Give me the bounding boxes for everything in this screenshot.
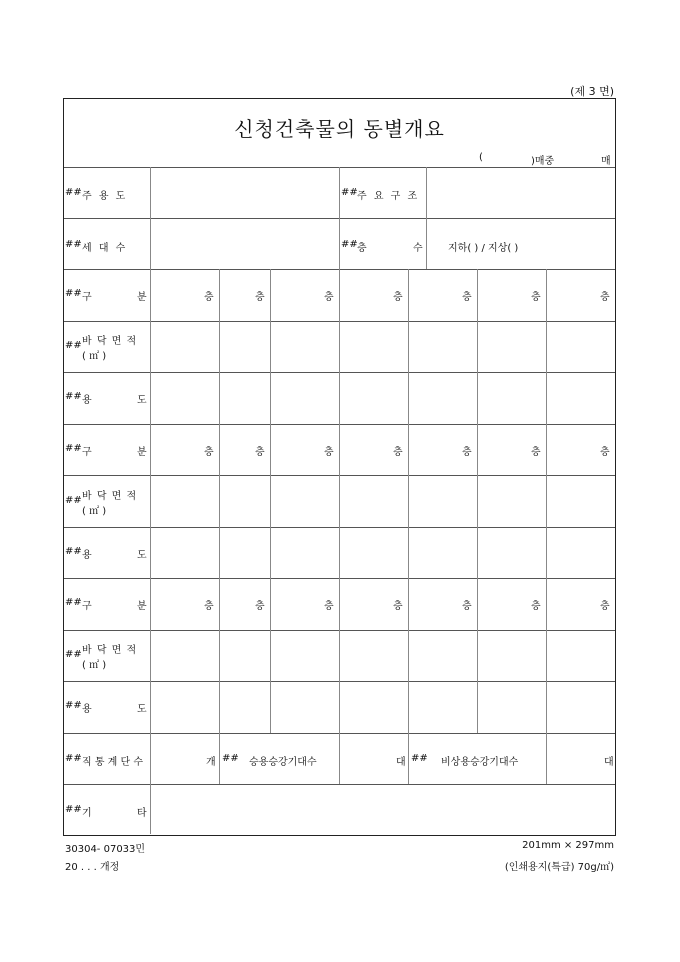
floor-cell[interactable]: 층	[393, 601, 403, 612]
column-divider	[546, 269, 547, 733]
paper-size: 201mm × 297mm	[522, 840, 614, 851]
floor-cell[interactable]: 층	[204, 292, 214, 303]
marker: ##	[411, 753, 428, 764]
column-divider	[339, 269, 340, 733]
floor-cell[interactable]: 층	[531, 601, 541, 612]
marker: ##	[65, 391, 82, 402]
column-divider	[426, 167, 427, 269]
marker: ##	[65, 753, 82, 764]
marker: ##	[65, 187, 82, 198]
column-divider	[339, 167, 340, 269]
main-structure-label: 주 요 구 조	[357, 191, 420, 202]
copies-open: (	[479, 152, 483, 163]
column-divider	[219, 269, 220, 733]
floor-cell[interactable]: 층	[531, 292, 541, 303]
copies-unit: 매	[601, 156, 611, 167]
paper-type: (인쇄용지(특급) 70g/㎡)	[504, 862, 614, 873]
use-label-end: 도	[137, 395, 147, 406]
column-divider	[546, 733, 547, 784]
use-label: 용	[82, 704, 92, 715]
floor-cell[interactable]: 층	[600, 447, 610, 458]
floor-cell[interactable]: 층	[393, 447, 403, 458]
category-label: 구	[82, 601, 92, 612]
column-divider	[408, 269, 409, 733]
marker: ##	[65, 443, 82, 454]
floor-cell[interactable]: 층	[393, 292, 403, 303]
marker: ##	[65, 546, 82, 557]
floor-cell[interactable]: 층	[531, 447, 541, 458]
passenger-elevator-label: 승용승강기대수	[249, 757, 317, 768]
floors-value[interactable]: 지하( ) / 지상( )	[448, 243, 519, 254]
column-divider	[219, 733, 220, 784]
use-label: 용	[82, 550, 92, 561]
use-label-end: 도	[137, 550, 147, 561]
floor-cell[interactable]: 층	[204, 447, 214, 458]
floor-cell[interactable]: 층	[600, 292, 610, 303]
main-use-label: 주 용 도	[82, 191, 128, 202]
category-label: 구	[82, 292, 92, 303]
stairs-unit: 개	[206, 757, 216, 768]
emergency-elevator-label: 비상용승강기대수	[441, 757, 519, 768]
floors-label: 층	[357, 243, 367, 254]
marker: ##	[65, 597, 82, 608]
column-divider	[150, 167, 151, 834]
floor-cell[interactable]: 층	[462, 292, 472, 303]
stairs-label: 직 통 계 단 수	[82, 757, 144, 768]
marker: ##	[222, 753, 239, 764]
floor-area-unit: ( ㎡ )	[82, 506, 107, 517]
floor-area-label: 바 닥 면 적	[82, 336, 138, 347]
category-label: 구	[82, 447, 92, 458]
floor-area-label: 바 닥 면 적	[82, 491, 138, 502]
category-label-end: 분	[137, 292, 147, 303]
floor-area-label: 바 닥 면 적	[82, 645, 138, 656]
passenger-elevator-unit: 대	[396, 757, 406, 768]
floor-cell[interactable]: 층	[204, 601, 214, 612]
other-label: 기	[82, 808, 92, 819]
floor-area-unit: ( ㎡ )	[82, 660, 107, 671]
other-field[interactable]	[152, 787, 614, 834]
marker: ##	[341, 187, 358, 198]
emergency-elevator-unit: 대	[604, 757, 614, 768]
use-label: 용	[82, 395, 92, 406]
other-label-end: 타	[137, 808, 147, 819]
floor-cell[interactable]: 층	[255, 601, 265, 612]
column-divider	[339, 733, 340, 784]
floor-cell[interactable]: 층	[324, 601, 334, 612]
main-use-field[interactable]	[152, 170, 338, 218]
marker: ##	[65, 288, 82, 299]
floors-label-end: 수	[413, 243, 423, 254]
form-title: 신청건축물의 동별개요	[234, 117, 445, 141]
marker: ##	[65, 239, 82, 250]
floor-cell[interactable]: 층	[600, 601, 610, 612]
copies-total: )매중	[531, 156, 555, 167]
marker: ##	[65, 804, 82, 815]
households-label: 세 대 수	[82, 243, 128, 254]
floor-cell[interactable]: 층	[462, 447, 472, 458]
use-label-end: 도	[137, 704, 147, 715]
row-divider	[64, 784, 615, 785]
form-code: 30304- 07033민	[65, 844, 146, 855]
column-divider	[477, 269, 478, 733]
floor-cell[interactable]: 층	[255, 447, 265, 458]
marker: ##	[65, 340, 82, 351]
main-structure-field[interactable]	[428, 170, 614, 218]
floor-cell[interactable]: 층	[324, 292, 334, 303]
column-divider	[270, 269, 271, 733]
marker: ##	[341, 239, 358, 250]
category-label-end: 분	[137, 447, 147, 458]
floor-cell[interactable]: 층	[255, 292, 265, 303]
floor-area-unit: ( ㎡ )	[82, 351, 107, 362]
column-divider	[408, 733, 409, 784]
revision-date: 20 . . . 개정	[65, 862, 120, 873]
marker: ##	[65, 700, 82, 711]
floor-cell[interactable]: 층	[324, 447, 334, 458]
marker: ##	[65, 495, 82, 506]
page-number: (제 3 면)	[570, 85, 614, 98]
floor-cell[interactable]: 층	[462, 601, 472, 612]
category-label-end: 분	[137, 601, 147, 612]
marker: ##	[65, 649, 82, 660]
households-field[interactable]	[152, 221, 338, 269]
